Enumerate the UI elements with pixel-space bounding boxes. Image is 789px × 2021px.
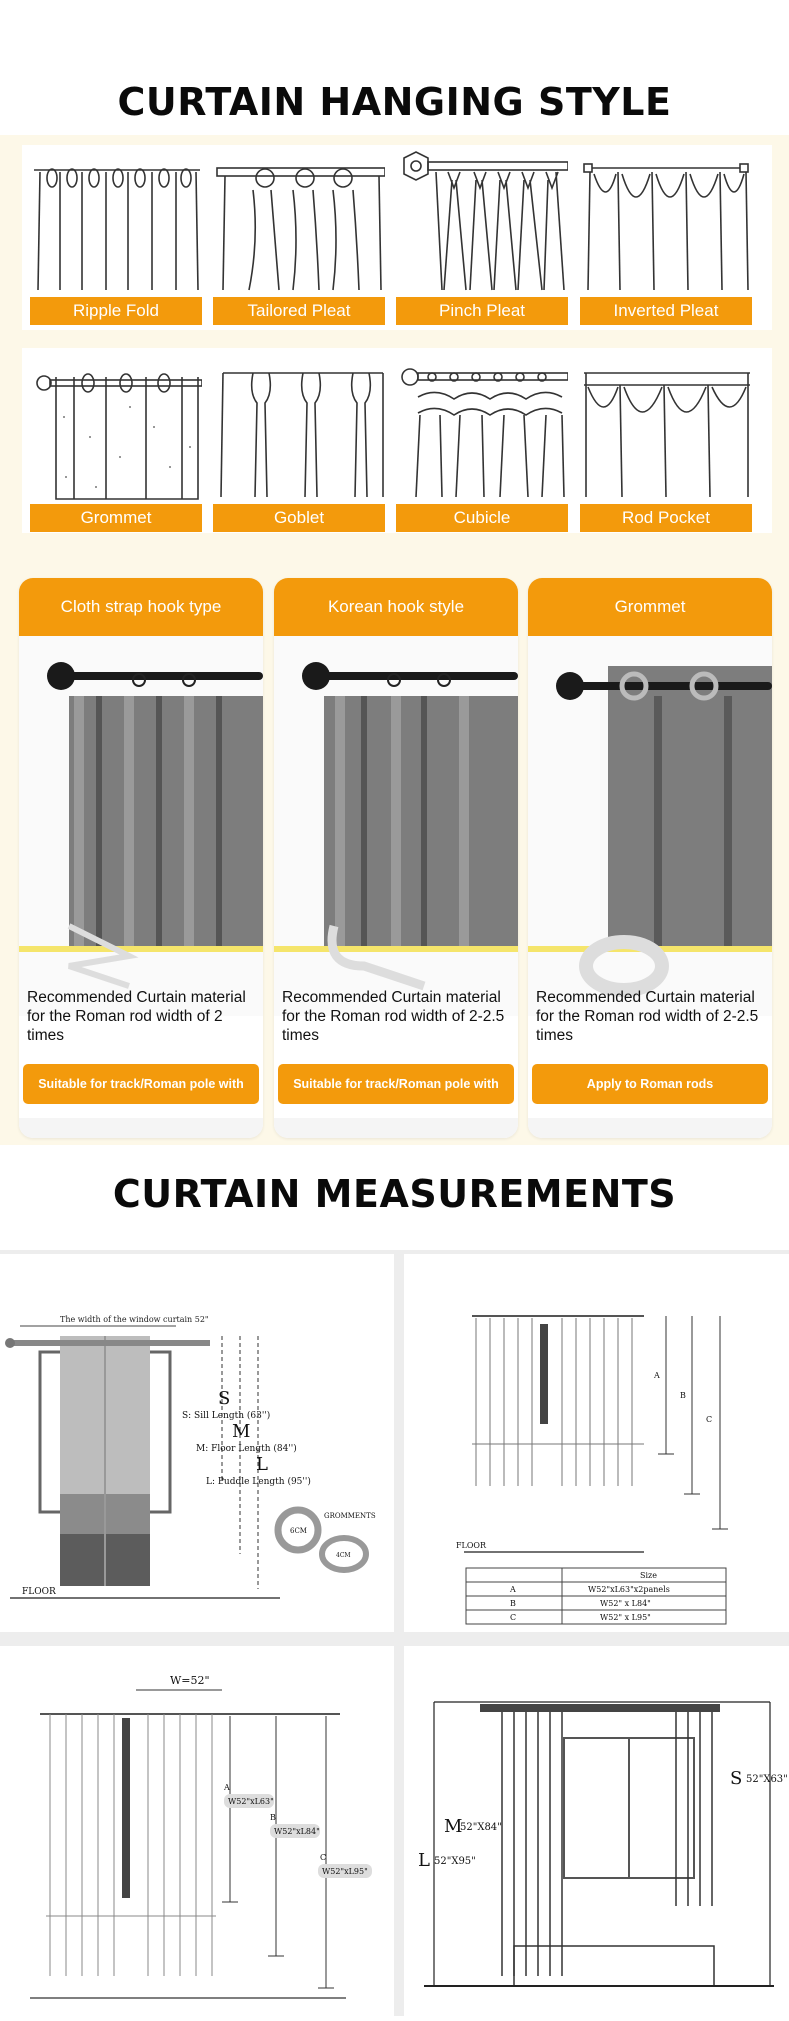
floor-label: FLOOR (22, 1587, 56, 1597)
puddle-letter: L (418, 1850, 430, 1871)
grommet-hook-photo (528, 636, 772, 1016)
hook-card-button[interactable]: Apply to Roman rods (532, 1064, 768, 1104)
dim-a: A (224, 1783, 230, 1792)
row-value: W52" x L95" (600, 1613, 651, 1622)
dim-b-value: W52"xL84" (274, 1827, 320, 1836)
style-label: Cubicle (396, 504, 568, 532)
hook-card-text: Recommended Curtain material for the Roman rod width of 2-2.5 times (536, 989, 759, 1044)
ring-4cm-label: 4CM (336, 1552, 351, 1559)
sill-letter: S (218, 1388, 231, 1409)
floor-letter: M (232, 1421, 251, 1442)
row-value: W52" x L84" (600, 1599, 651, 1608)
puddle-letter: L (256, 1454, 268, 1475)
inverted-pleat-icon (580, 130, 752, 297)
style-label: Rod Pocket (580, 504, 752, 532)
style-grommet (30, 337, 202, 532)
style-label: Ripple Fold (30, 297, 202, 325)
style-pinch-pleat (396, 130, 568, 325)
style-label: Grommet (30, 504, 202, 532)
hook-card-title: Korean hook style (274, 578, 518, 636)
divider (0, 1632, 789, 1646)
floor-label: FLOOR (456, 1541, 487, 1550)
hook-card-korean (274, 578, 518, 1138)
card-footer (274, 1118, 518, 1138)
hook-card-button[interactable]: Suitable for track/Roman pole with (23, 1064, 259, 1104)
dim-c: C (320, 1853, 327, 1862)
floor-letter: M (444, 1816, 463, 1837)
hook-card-text: Recommended Curtain material for the Roman rod width of 2-2.5 times (282, 989, 505, 1044)
style-ripple-fold (30, 130, 202, 325)
dim-b: B (270, 1813, 276, 1822)
goblet-icon (213, 337, 385, 504)
style-rod-pocket (580, 337, 752, 532)
dim-c-value: W52"xL95" (322, 1867, 368, 1876)
dim-b: B (680, 1391, 686, 1400)
measure-diagram-width (0, 1646, 394, 2016)
grommet-icon (30, 337, 202, 504)
hook-card-cloth-strap (19, 578, 263, 1138)
style-label: Inverted Pleat (580, 297, 752, 325)
floor-length-label: M: Floor Length (84'') (196, 1444, 297, 1454)
korean-hook-photo (274, 636, 518, 1016)
cloth-strap-hook-photo (19, 636, 263, 1016)
ring-6cm-label: 6CM (290, 1527, 307, 1535)
style-label: Goblet (213, 504, 385, 532)
dim-c: C (706, 1415, 713, 1424)
style-label: Tailored Pleat (213, 297, 385, 325)
curtain-width-label: The width of the window curtain 52" (60, 1315, 209, 1324)
grommets-label: GROMMENTS (324, 1512, 376, 1520)
pinch-pleat-icon (396, 130, 568, 297)
style-cubicle (396, 337, 568, 532)
hook-card-title: Grommet (528, 578, 772, 636)
floor-value: 52"X84" (460, 1822, 502, 1833)
measure-diagram-sill-floor-puddle (0, 1254, 394, 1632)
card-footer (528, 1118, 772, 1138)
row-value: W52"xL63"x2panels (588, 1585, 670, 1594)
sill-letter: S (730, 1768, 743, 1789)
table-header: Size (640, 1571, 657, 1580)
dim-a-value: W52"xL63" (228, 1797, 274, 1806)
hook-card-grommet (528, 578, 772, 1138)
row-key: C (510, 1613, 517, 1622)
measure-diagram-window (404, 1646, 789, 2016)
sill-length-label: S: Sill Length (63'') (182, 1411, 271, 1421)
ripple-fold-icon (30, 130, 202, 297)
row-key: B (510, 1599, 516, 1608)
card-footer (19, 1118, 263, 1138)
cubicle-icon (396, 337, 568, 504)
hook-card-text: Recommended Curtain material for the Roman rod width of 2 times (27, 989, 246, 1044)
tailored-pleat-icon (213, 130, 385, 297)
sill-value: 52"X63" (746, 1774, 788, 1785)
hook-card-title: Cloth strap hook type (19, 578, 263, 636)
puddle-length-label: L: Puddle Length (95'') (206, 1477, 311, 1487)
hanging-style-title: CURTAIN HANGING STYLE (117, 80, 672, 124)
row-key: A (510, 1585, 516, 1594)
rod-pocket-icon (580, 337, 752, 504)
style-inverted-pleat (580, 130, 752, 325)
puddle-value: 52"X95" (434, 1856, 476, 1867)
hook-card-button[interactable]: Suitable for track/Roman pole with (278, 1064, 514, 1104)
measurements-title: CURTAIN MEASUREMENTS (112, 1172, 677, 1216)
measure-diagram-size-table (404, 1254, 789, 1632)
style-label: Pinch Pleat (396, 297, 568, 325)
width-label: W=52" (170, 1674, 210, 1687)
style-goblet (213, 337, 385, 532)
style-tailored-pleat (213, 130, 385, 325)
dim-a: A (654, 1371, 660, 1380)
